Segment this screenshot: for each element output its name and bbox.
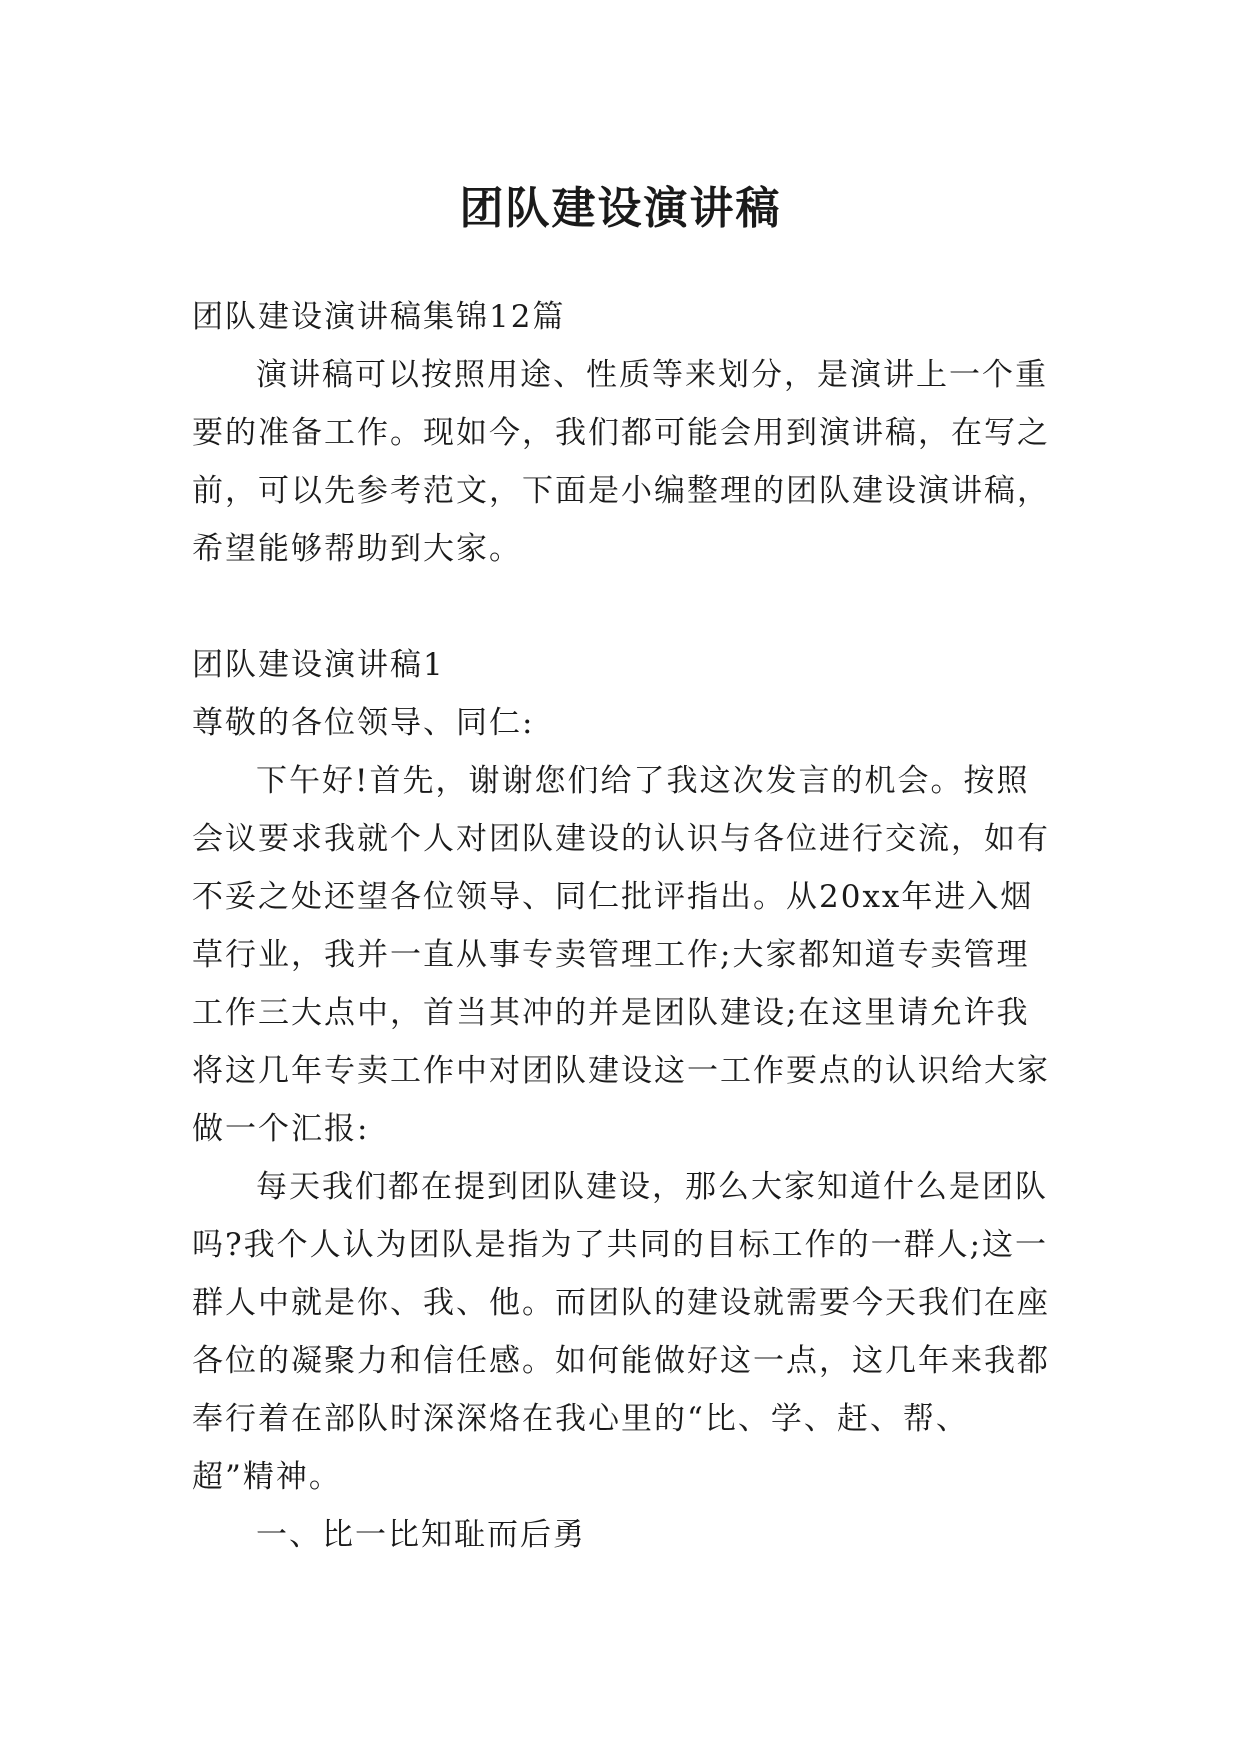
body-paragraph-2: 每天我们都在提到团队建设，那么大家知道什么是团队吗?我个人认为团队是指为了共同的目标工作的一群人;这一群人中就是你、我、他。而团队的建设就需要今天我们在座各位的凝聚力和信任感。如何能做好这一点，这几年来我都奉行着在部队时深深烙在我心里的“比、学、赶、帮、超”精神。 (192, 1169, 1050, 1495)
intro-paragraph: 演讲稿可以按照用途、性质等来划分，是演讲上一个重要的准备工作。现如今，我们都可能会用到演讲稿，在写之前，可以先参考范文，下面是小编整理的团队建设演讲稿，希望能够帮助到大家。 (192, 357, 1050, 567)
document-body (192, 288, 1052, 1564)
section-heading: 团队建设演讲稿1 (192, 647, 445, 683)
body-paragraph-1: 下午好!首先，谢谢您们给了我这次发言的机会。按照会议要求我就个人对团队建设的认识与各位进行交流，如有不妥之处还望各位领导、同仁批评指出。从20xx年进入烟草行业，我并一直从事专卖管理工作;大家都知道专卖管理工作三大点中，首当其冲的并是团队建设;在这里请允许我将这几年专卖工作中对团队建设这一工作要点的认识给大家做一个汇报: (192, 763, 1050, 1147)
paragraph-gap (192, 578, 1052, 636)
point-heading-1: 一、比一比知耻而后勇 (256, 1517, 586, 1553)
salutation: 尊敬的各位领导、同仁: (192, 705, 535, 741)
document-title: 团队建设演讲稿 (459, 183, 782, 235)
collection-heading: 团队建设演讲稿集锦12篇 (192, 299, 566, 335)
